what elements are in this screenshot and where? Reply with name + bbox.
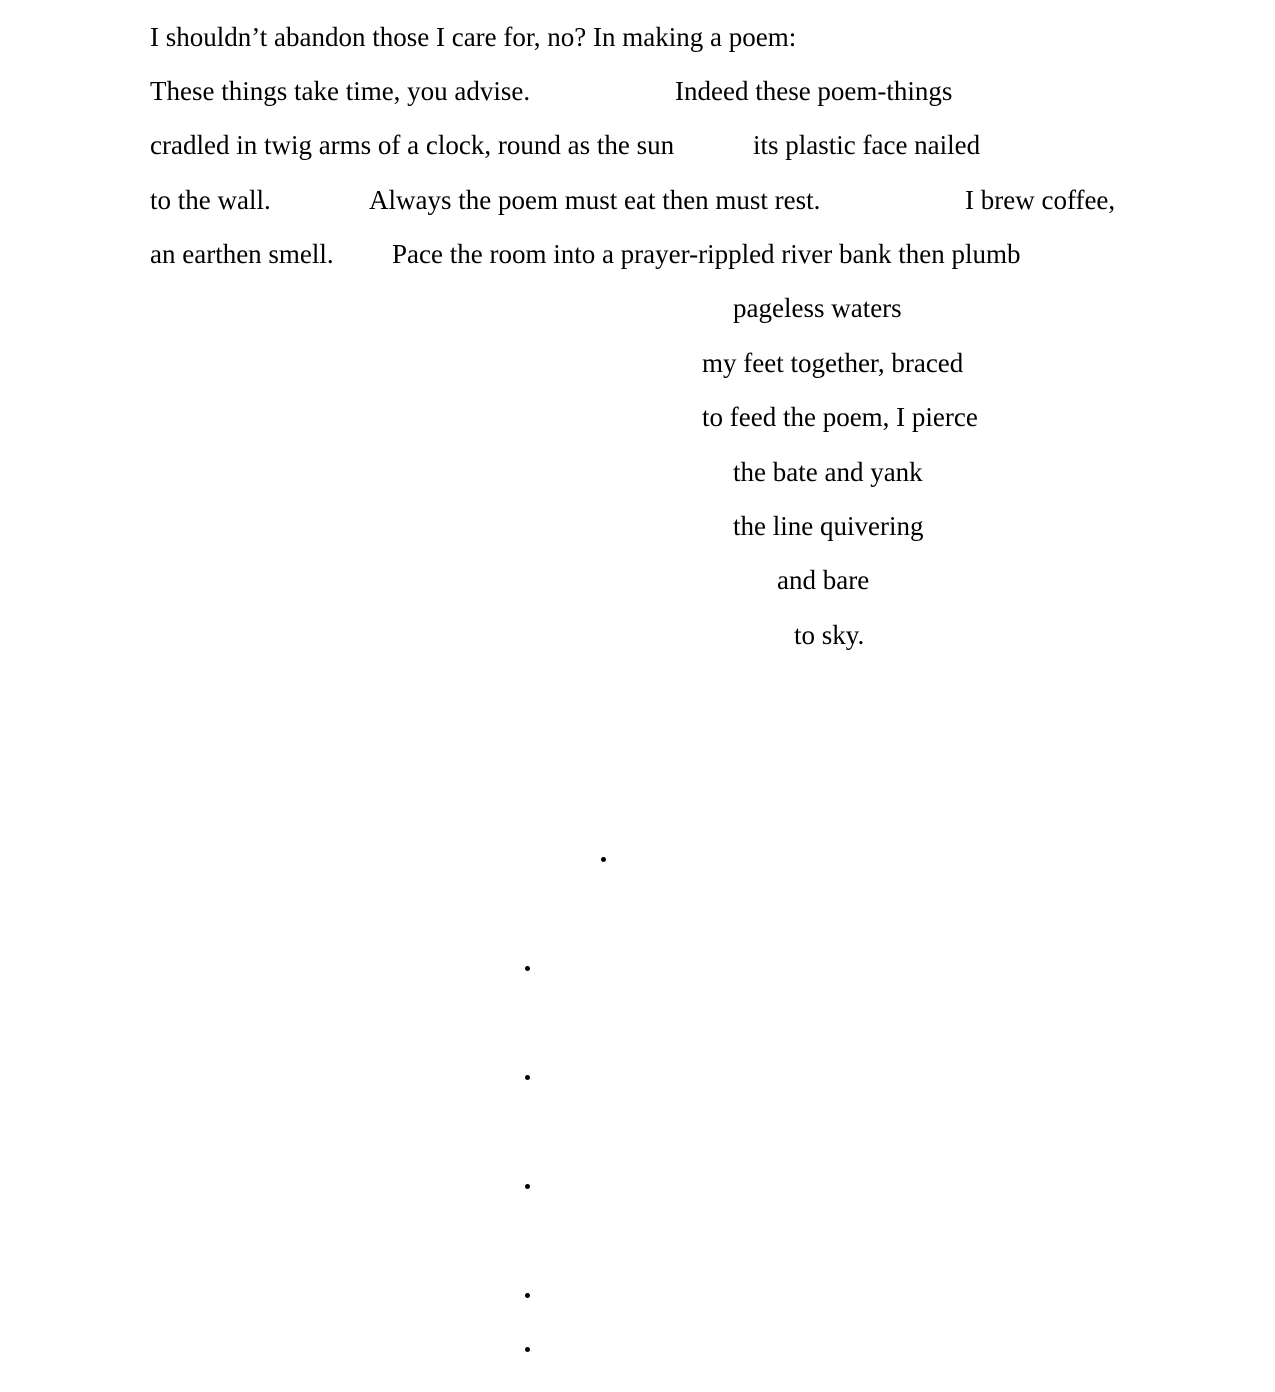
dot-mark — [525, 1293, 530, 1298]
poem-line-8: to feed the poem, I pierce — [702, 402, 978, 432]
poem-line-12: to sky. — [794, 620, 865, 650]
poem-line-3-part-2: its plastic face nailed — [753, 130, 981, 160]
poem-line-4-part-3: I brew coffee, — [965, 185, 1116, 215]
poem-line-5-part-2: Pace the room into a prayer-rippled river bank then plumb — [392, 239, 1021, 269]
poem-line-6: pageless waters — [733, 293, 902, 323]
dot-mark — [525, 966, 530, 971]
dot-mark — [525, 1347, 530, 1352]
poem-line-4-part-1: to the wall. — [150, 185, 271, 215]
poem-line-4-part-2: Always the poem must eat then must rest. — [369, 185, 821, 215]
poem-line-11: and bare — [777, 565, 870, 595]
dot-mark — [525, 1184, 530, 1189]
poem-line-1: I shouldn’t abandon those I care for, no? In making a poem: — [150, 22, 797, 52]
dot-mark — [601, 857, 606, 862]
dot-mark — [525, 1075, 530, 1080]
poem-line-10: the line quivering — [733, 511, 924, 541]
poem-line-3-part-1: cradled in twig arms of a clock, round as the sun — [150, 130, 675, 160]
poem-line-7: my feet together, braced — [702, 348, 964, 378]
poem-line-2-part-2: Indeed these poem-things — [675, 76, 953, 106]
poem-line-9: the bate and yank — [733, 457, 923, 487]
poem-line-2-part-1: These things take time, you advise. — [150, 76, 531, 106]
poem-line-5-part-1: an earthen smell. — [150, 239, 334, 269]
